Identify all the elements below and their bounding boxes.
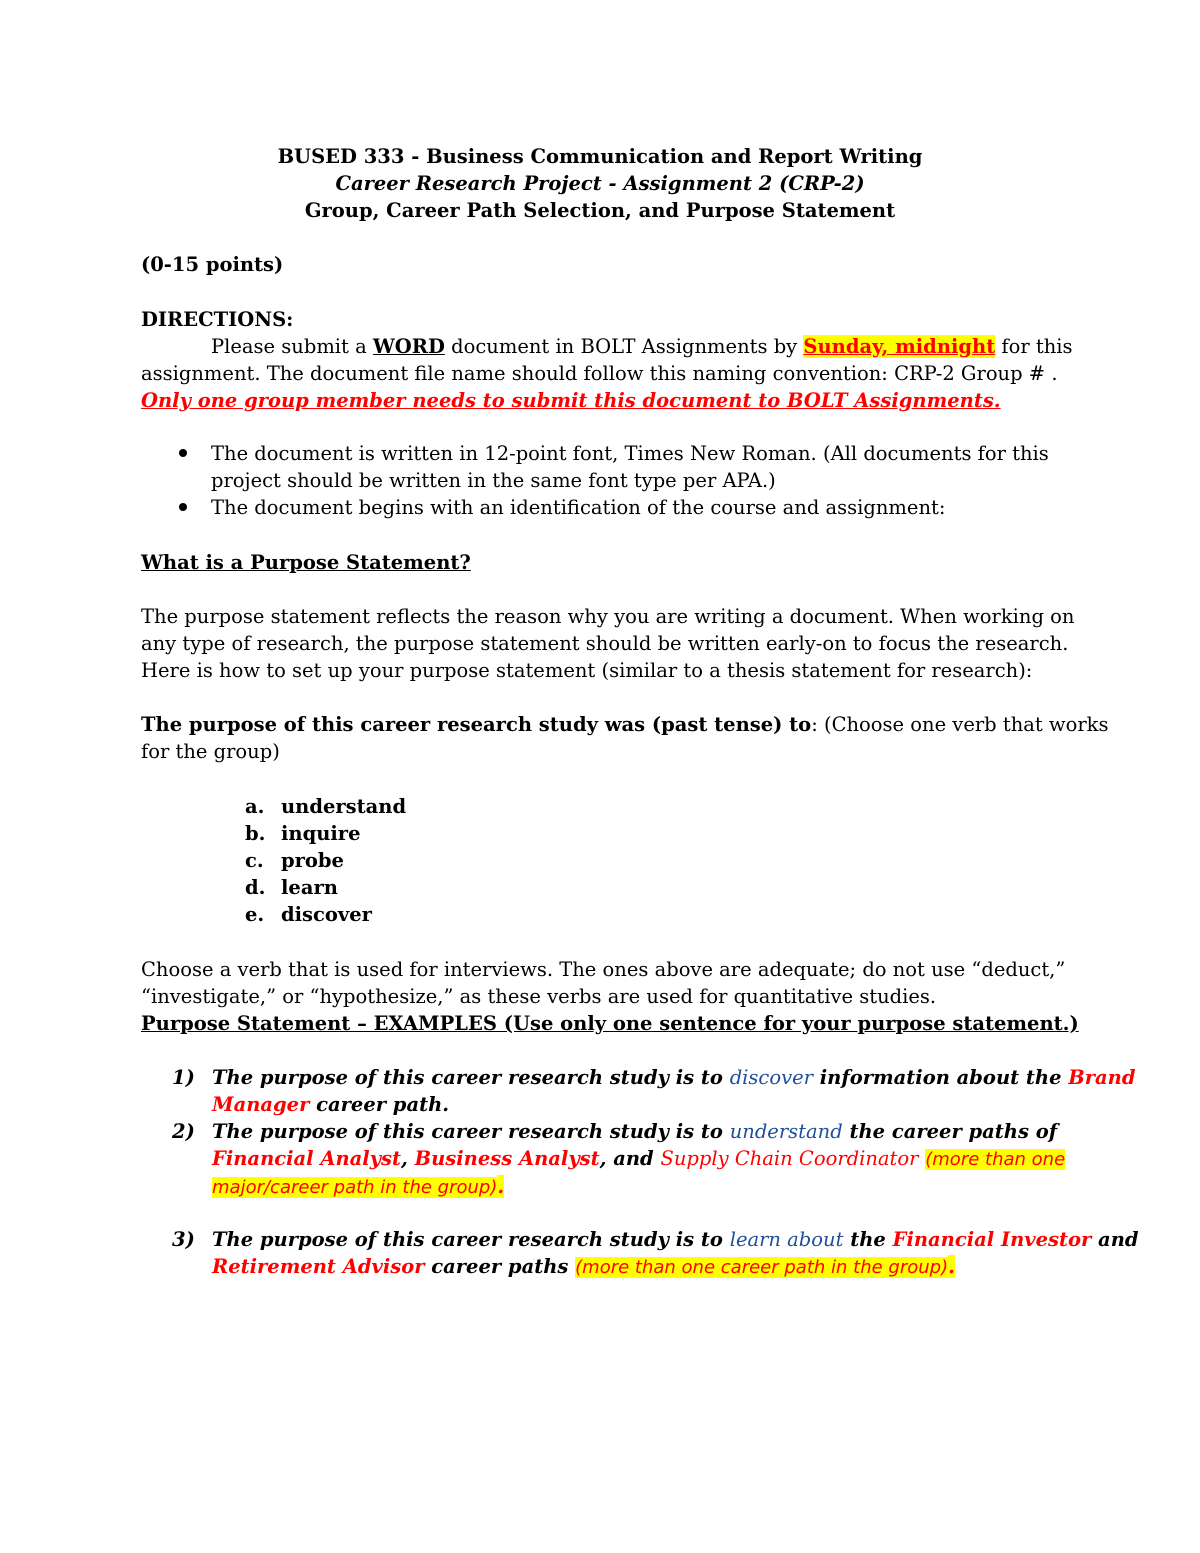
example-text: The purpose of this career research study is to (212, 1066, 730, 1089)
list-marker: b. (245, 822, 266, 845)
list-item (245, 901, 406, 928)
list-marker: 2) (172, 1120, 195, 1143)
list-item (141, 494, 1049, 521)
verb-text: probe (281, 849, 344, 872)
verb-guidance-line1: Choose a verb that is used for interviews. The ones above are adequate; do not use “deduct,” (141, 958, 1066, 981)
example-line (172, 1253, 1139, 1281)
example-verb: learn about (729, 1228, 844, 1251)
example-text: career path. (309, 1093, 450, 1116)
example-text: information about the (812, 1066, 1069, 1089)
deadline-highlight: Sunday, midnight (803, 335, 996, 358)
bullet-icon (179, 503, 187, 511)
verb-guidance-line2: “investigate,” or “hypothesize,” as these verbs are used for quantitative studies. (141, 985, 937, 1008)
word-emphasis: WORD (372, 335, 445, 358)
directions-text: for this (995, 335, 1073, 358)
purpose-lead-rest: : (Choose one verb that works (811, 713, 1109, 736)
paragraph-line: The purpose statement reflects the reason why you are writing a document. When working on (141, 605, 1075, 628)
list-marker: 3) (172, 1228, 195, 1251)
assignment-subtitle: Group, Career Path Selection, and Purpose Statement (304, 199, 896, 222)
list-marker: e. (245, 903, 265, 926)
purpose-lead-line2: for the group) (141, 740, 280, 763)
document-header (0, 143, 1200, 224)
example-text: The purpose of this career research study is to (212, 1120, 730, 1143)
example-text: the (843, 1228, 893, 1251)
purpose-heading: What is a Purpose Statement? (141, 551, 471, 574)
verb-text: discover (281, 903, 372, 926)
example-text: , (401, 1147, 415, 1170)
purpose-paragraph (141, 603, 1074, 684)
example-career: Business Analyst (414, 1147, 600, 1170)
example-text: The purpose of this career research study is to (212, 1228, 730, 1251)
list-item (245, 874, 406, 901)
example-line (172, 1064, 1136, 1091)
example-career: Financial Investor (892, 1228, 1092, 1251)
example-line (172, 1173, 1065, 1201)
example-note-highlight: major/career path in the group) (212, 1177, 498, 1198)
example-career: Supply Chain Coordinator (660, 1147, 919, 1170)
example-career: Financial Analyst (212, 1147, 402, 1170)
course-title: BUSED 333 - Business Communication and Report Writing (277, 145, 923, 168)
directions-text: Please submit a (211, 335, 373, 358)
list-item (245, 820, 406, 847)
list-item-text: The document is written in 12-point font, Times New Roman. (All documents for this (211, 442, 1049, 465)
examples-heading: Purpose Statement – EXAMPLES (Use only one sentence for your purpose statement.) (141, 1012, 1079, 1035)
purpose-lead-bold: The purpose of this career research study was (past tense) to (141, 713, 812, 736)
example-line (172, 1145, 1065, 1173)
example-item-1 (172, 1064, 1136, 1118)
example-text: . (948, 1255, 955, 1278)
list-item (141, 440, 1049, 494)
example-career: Brand (1068, 1066, 1136, 1089)
directions-paragraph-line2: assignment. The document file name should follow this naming convention: CRP-2 Group # . (141, 362, 1058, 385)
submission-note-text: Only one group member needs to submit this document to BOLT Assignments. (141, 389, 1001, 412)
list-item-text: project should be written in the same font type per APA.) (211, 469, 776, 492)
verb-text: inquire (281, 822, 361, 845)
list-marker: 1) (172, 1066, 195, 1089)
list-marker: c. (245, 849, 264, 872)
list-item (245, 793, 406, 820)
directions-paragraph-line1 (141, 333, 1073, 360)
example-text: . (497, 1175, 505, 1198)
example-text: the career paths of (842, 1120, 1058, 1143)
example-verb: discover (729, 1066, 813, 1089)
paragraph-line: Here is how to set up your purpose statement (similar to a thesis statement for research): (141, 659, 1033, 682)
example-text: , and (599, 1147, 661, 1170)
example-verb: understand (729, 1120, 843, 1143)
example-line (172, 1226, 1139, 1253)
example-line (172, 1091, 1136, 1118)
verb-list (245, 793, 406, 928)
example-note-highlight: (more than one (925, 1149, 1066, 1170)
assignment-title: Career Research Project - Assignment 2 (CRP-2) (335, 172, 865, 195)
verb-text: understand (281, 795, 407, 818)
example-text: and (1091, 1228, 1139, 1251)
example-note-highlight: (more than one career path in the group) (575, 1257, 949, 1278)
example-item-2 (172, 1118, 1065, 1201)
list-marker: a. (245, 795, 265, 818)
directions-text: document in BOLT Assignments by (444, 335, 804, 358)
example-career: Manager (212, 1093, 310, 1116)
example-line (172, 1118, 1065, 1145)
points-label: (0-15 points) (141, 253, 284, 276)
list-item-text: The document begins with an identification of the course and assignment: (211, 496, 946, 519)
verb-text: learn (281, 876, 338, 899)
example-item-3 (172, 1226, 1139, 1281)
list-marker: d. (245, 876, 266, 899)
purpose-lead-line1 (141, 711, 1109, 738)
paragraph-line: any type of research, the purpose statement should be written early-on to focus the research. (141, 632, 1069, 655)
bullet-icon (179, 449, 187, 457)
directions-heading: DIRECTIONS: (141, 308, 294, 331)
requirements-list (141, 440, 1049, 521)
submission-note (141, 387, 1001, 414)
example-career: Retirement Advisor (212, 1255, 425, 1278)
example-text: career paths (424, 1255, 576, 1278)
list-item (245, 847, 406, 874)
